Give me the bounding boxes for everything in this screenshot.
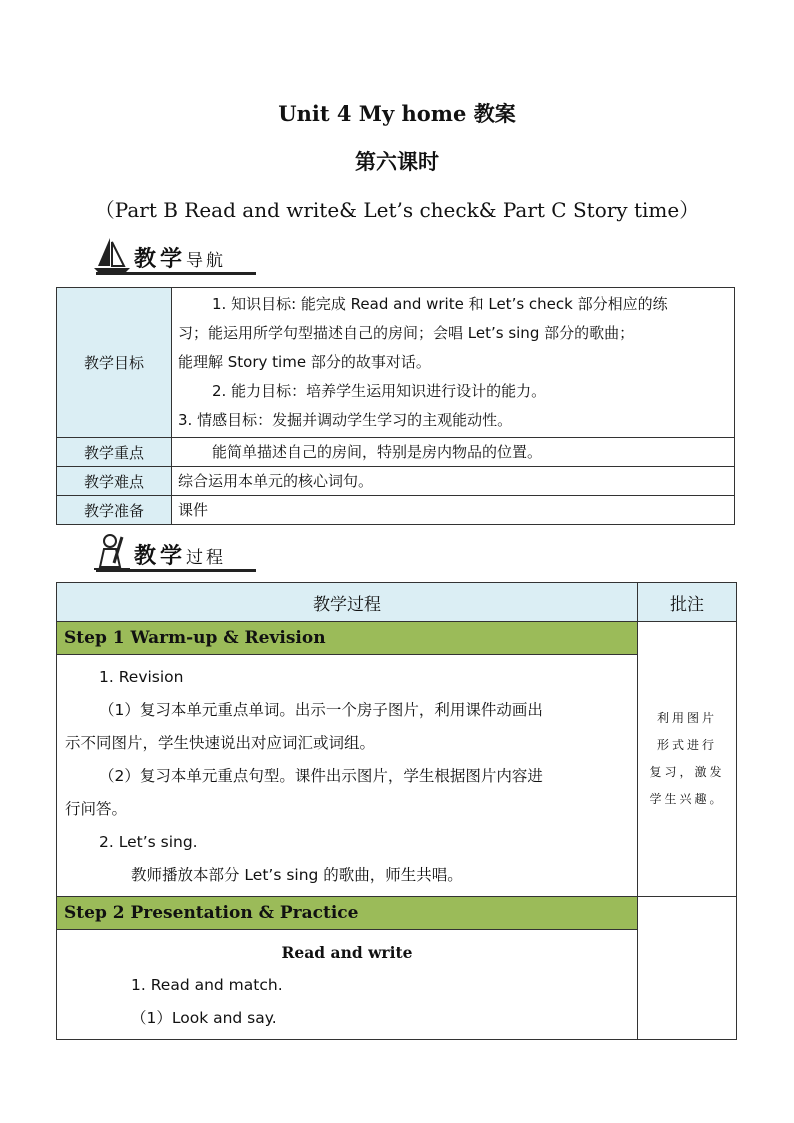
step-line: （2）复习本单元重点句型。课件出示图片，学生根据图片内容进 — [99, 767, 543, 785]
table-row — [57, 467, 735, 496]
step1-title: Step 1 Warm-up & Revision — [57, 622, 638, 655]
step1-body — [57, 655, 638, 897]
row-value: 能简单描述自己的房间，特别是房内物品的位置。 — [172, 438, 735, 467]
step-title-row — [57, 897, 737, 930]
header-note: 批注 — [638, 583, 737, 622]
table-row — [57, 496, 735, 525]
section-heading-guide — [90, 236, 260, 278]
row-label: 教学目标 — [57, 288, 172, 438]
step-line: 示不同图片，学生快速说出对应词汇或词组。 — [65, 734, 376, 752]
step-line: 教师播放本部分 Let’s sing 的歌曲，师生共唱。 — [131, 866, 463, 884]
row-label: 教学难点 — [57, 467, 172, 496]
step-body-row — [57, 655, 737, 897]
step-line: 2. Let’s sing. — [99, 833, 198, 851]
row-label: 教学重点 — [57, 438, 172, 467]
step1-note: 利用图片 形式进行 复习，激发 学生兴趣。 — [638, 622, 737, 897]
pencil-figure-icon — [90, 533, 134, 573]
lesson-number: 第六课时 — [355, 149, 439, 174]
goal-line: 3. 情感目标：发掘并调动学生学习的主观能动性。 — [178, 411, 513, 429]
header-process: 教学过程 — [57, 583, 638, 622]
section-heading-text: 教学导航 — [134, 247, 227, 272]
step-line: 行问答。 — [65, 800, 128, 818]
step-line: （1）复习本单元重点单词。出示一个房子图片，利用课件动画出 — [99, 701, 543, 719]
section-heading-text: 教学过程 — [134, 544, 227, 569]
table-header-row — [57, 583, 737, 622]
section-heading-process — [90, 533, 260, 575]
goal-line: 习；能运用所学句型描述自己的房间；会唱 Let’s sing 部分的歌曲； — [178, 324, 635, 342]
step2-subheading: Read and write — [281, 943, 413, 962]
table-row — [57, 288, 735, 438]
step2-title: Step 2 Presentation & Practice — [57, 897, 638, 930]
table-row — [57, 438, 735, 467]
step-body-row — [57, 930, 737, 1040]
lesson-subtitle: （Part B Read and write& Let’s check& Part C Story time） — [94, 198, 700, 222]
goal-line: 能理解 Story time 部分的故事对话。 — [178, 353, 431, 371]
goal-line: 1. 知识目标: 能完成 Read and write 和 Let’s check 部分相应的练 — [212, 295, 668, 313]
row-value — [172, 288, 735, 438]
document-title: Unit 4 My home 教案 — [278, 101, 516, 126]
step2-body — [57, 930, 638, 1040]
heading-underline — [96, 272, 256, 275]
step-line: （1）Look and say. — [131, 1009, 277, 1027]
step-line: 1. Revision — [99, 668, 184, 686]
info-table — [56, 287, 735, 525]
sailboat-icon — [90, 236, 134, 276]
step2-note — [638, 897, 737, 1040]
step-title-row — [57, 622, 737, 655]
row-value: 综合运用本单元的核心词句。 — [172, 467, 735, 496]
heading-underline — [96, 569, 256, 572]
row-label: 教学准备 — [57, 496, 172, 525]
goal-line: 2. 能力目标：培养学生运用知识进行设计的能力。 — [212, 382, 547, 400]
step-line: 1. Read and match. — [131, 976, 283, 994]
process-table — [56, 582, 737, 1040]
row-value: 课件 — [172, 496, 735, 525]
